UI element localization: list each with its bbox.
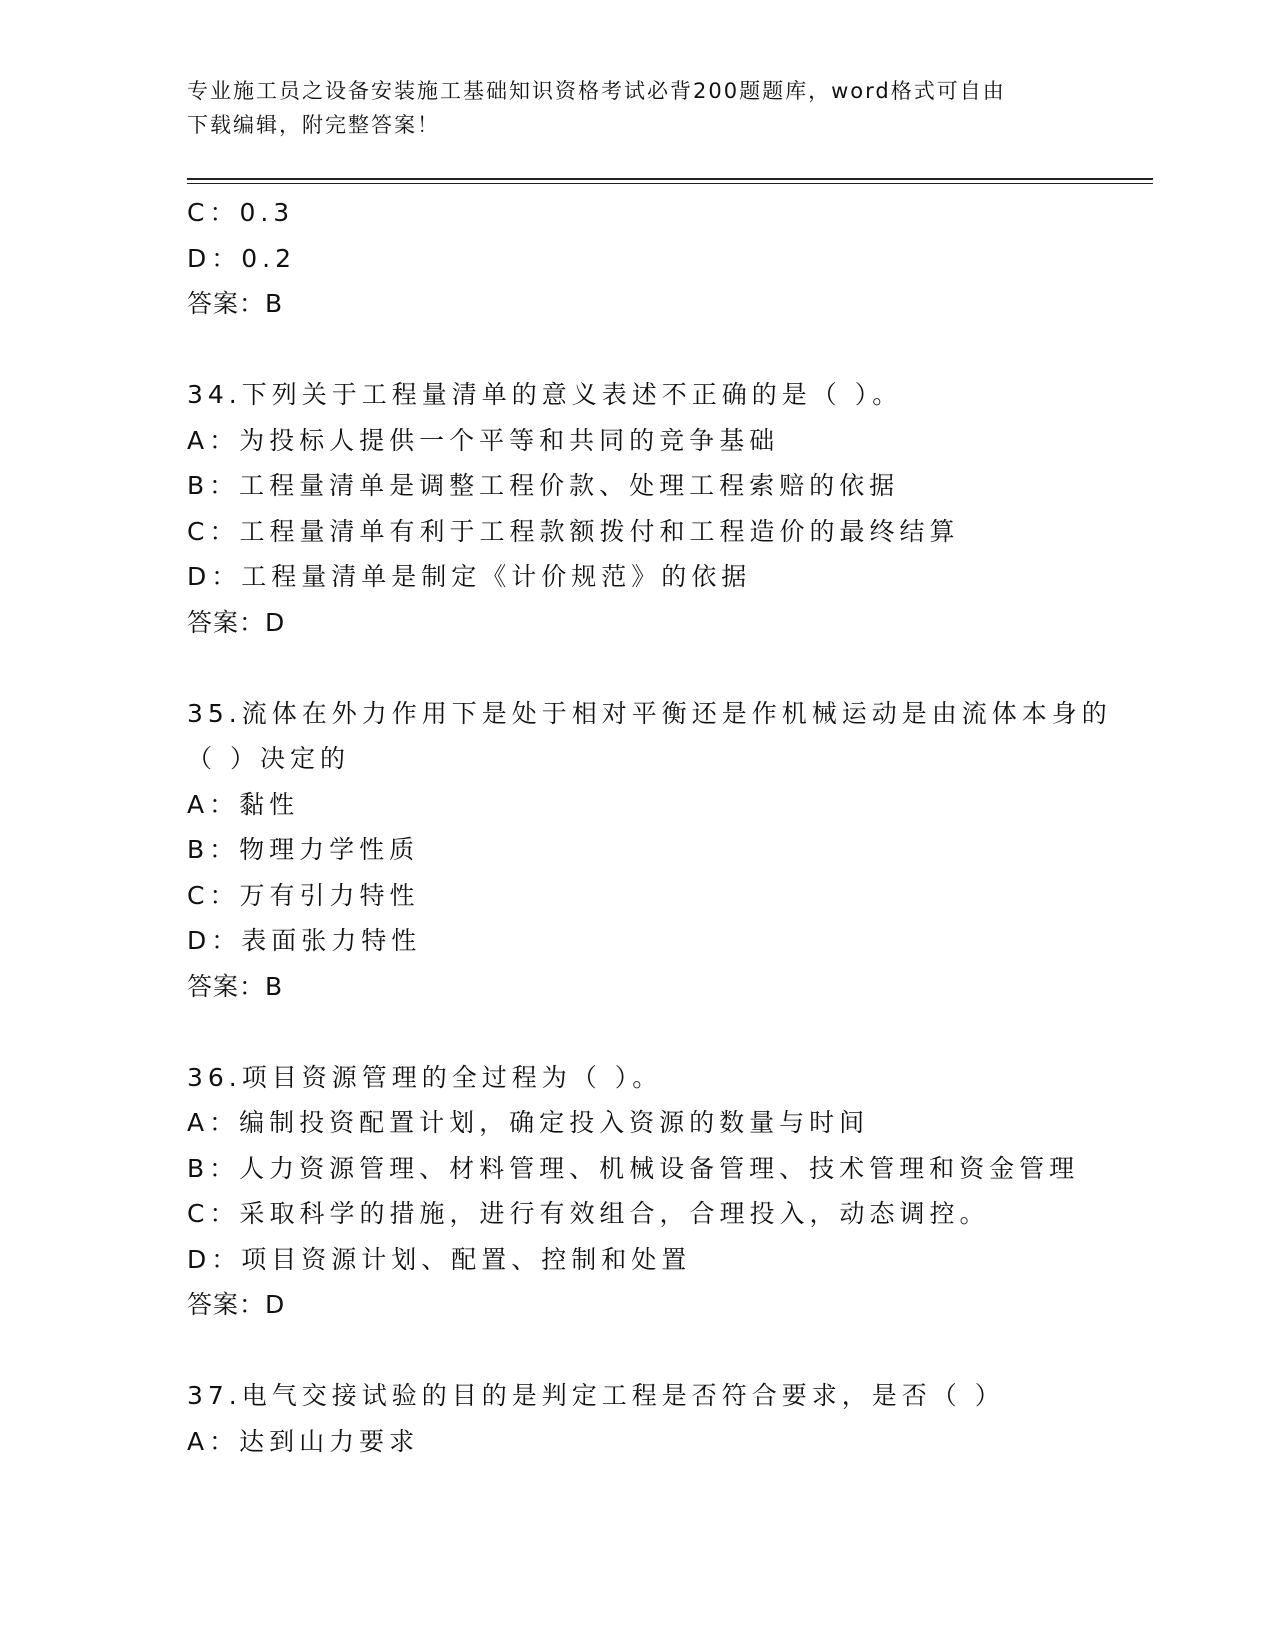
spacer — [187, 327, 1087, 373]
question-list — [187, 190, 1112, 1464]
question-36 — [187, 1055, 1087, 1328]
previous-question-tail — [187, 190, 1087, 327]
option-a: A：达到山力要求 — [187, 1426, 420, 1456]
option-b: B：物理力学性质 — [187, 835, 420, 864]
question-stem: 34.下列关于工程量清单的意义表述不正确的是（ ）。 — [187, 380, 903, 409]
header-line-2: 下载编辑，附完整答案！ — [187, 113, 440, 137]
option-b: B：人力资源管理、材料管理、机械设备管理、技术管理和资金管理 — [187, 1153, 1080, 1183]
option-c: C：采取科学的措施，进行有效组合，合理投入，动态调控。 — [187, 1199, 990, 1228]
header-line-1: 专业施工员之设备安装施工基础知识资格考试必背200题题库，word格式可自由 — [187, 79, 1006, 103]
question-stem: 35.流体在外力作用下是处于相对平衡还是作机械运动是由流体本身的 — [187, 698, 1112, 728]
option-c: C：万有引力特性 — [187, 880, 420, 910]
answer-line: 答案：B — [187, 971, 284, 1001]
option-c: C：工程量清单有利于工程款额拨付和工程造价的最终结算 — [187, 516, 960, 546]
option-a: A：黏性 — [187, 789, 300, 819]
question-stem: 37.电气交接试验的目的是判定工程是否符合要求，是否（ ） — [187, 1381, 1005, 1410]
header-divider-thick — [187, 178, 1153, 180]
question-34 — [187, 372, 1087, 645]
question-stem-continued: （ ）决定的 — [187, 744, 350, 773]
answer-line: 答案：D — [187, 1290, 286, 1319]
option-a: A：编制投资配置计划，确定投入资源的数量与时间 — [187, 1108, 870, 1137]
question-37 — [187, 1373, 1087, 1464]
option-d: D：工程量清单是制定《计价规范》的依据 — [187, 562, 752, 591]
answer-line: 答案：D — [187, 607, 286, 637]
question-stem: 36.项目资源管理的全过程为（ ）。 — [187, 1062, 663, 1092]
spacer — [187, 1328, 1087, 1374]
document-header — [187, 74, 1067, 142]
option-c: C：0.3 — [187, 198, 295, 227]
question-35 — [187, 691, 1112, 1010]
option-a: A：为投标人提供一个平等和共同的竞争基础 — [187, 425, 780, 455]
option-d: D：表面张力特性 — [187, 926, 422, 955]
option-d: D：0.2 — [187, 243, 297, 273]
spacer — [187, 1009, 1087, 1055]
spacer — [187, 645, 1087, 691]
option-d: D：项目资源计划、配置、控制和处置 — [187, 1244, 692, 1274]
option-b: B：工程量清单是调整工程价款、处理工程索赔的依据 — [187, 471, 900, 500]
answer-line: 答案：B — [187, 289, 284, 318]
header-divider-thin — [187, 183, 1153, 184]
